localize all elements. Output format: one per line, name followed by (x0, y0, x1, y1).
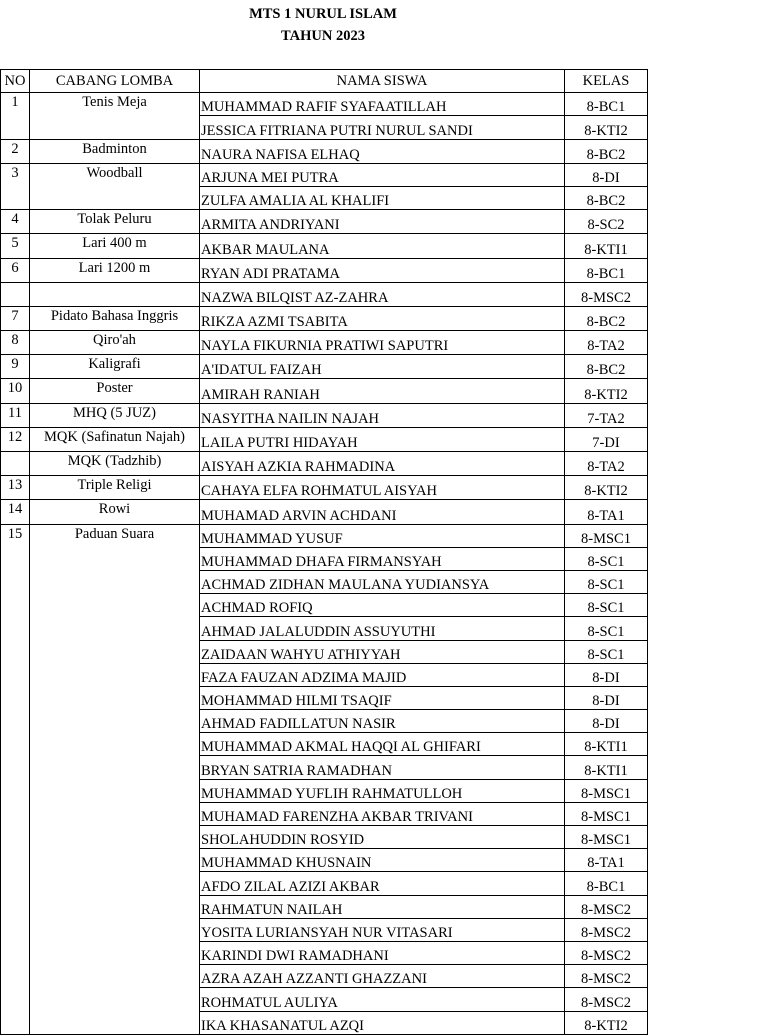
cell-kelas: 8-TA1 (565, 849, 648, 872)
document-title: MTS 1 NURUL ISLAM (249, 6, 397, 22)
cell-nama-siswa: NASYITHA NAILIN NAJAH (200, 403, 565, 427)
cell-nama-siswa: MUHAMMAD DHAFA FIRMANSYAH (200, 547, 565, 570)
cell-cabang-lomba: MQK (Tadzhib) (30, 452, 200, 476)
cell-nama-siswa: RIKZA AZMI TSABITA (200, 306, 565, 330)
cell-nama-siswa: ARJUNA MEI PUTRA (200, 163, 565, 186)
cell-kelas: 8-SC1 (565, 594, 648, 617)
cell-nama-siswa: LAILA PUTRI HIDAYAH (200, 427, 565, 451)
cell-kelas: 8-SC1 (565, 570, 648, 593)
cell-nama-siswa: MUHAMMAD AKMAL HAQQI AL GHIFARI (200, 733, 565, 756)
cell-no: 15 (1, 524, 30, 1034)
cell-nama-siswa: ZAIDAAN WAHYU ATHIYYAH (200, 640, 565, 663)
cell-nama-siswa: NAYLA FIKURNIA PRATIWI SAPUTRI (200, 331, 565, 355)
cell-nama-siswa: RAHMATUN NAILAH (200, 895, 565, 918)
cell-no: 12 (1, 427, 30, 451)
cell-no: 4 (1, 210, 30, 234)
cell-no: 2 (1, 139, 30, 163)
cell-cabang-lomba: Paduan Suara (30, 524, 200, 1034)
cell-kelas: 8-MSC2 (565, 941, 648, 964)
cell-nama-siswa: YOSITA LURIANSYAH NUR VITASARI (200, 918, 565, 941)
table-row (1, 427, 648, 451)
cell-nama-siswa: MUHAMMAD RAFIF SYAFAATILLAH (200, 93, 565, 116)
header-row (1, 70, 648, 93)
cell-cabang-lomba: Qiro'ah (30, 331, 200, 355)
cell-cabang-lomba: Kaligrafi (30, 355, 200, 379)
cell-no: 7 (1, 306, 30, 330)
table-row (1, 355, 648, 379)
cell-kelas: 8-MSC2 (565, 965, 648, 988)
cell-no: 5 (1, 234, 30, 258)
table-row (1, 403, 648, 427)
cell-cabang-lomba: MHQ (5 JUZ) (30, 403, 200, 427)
cell-kelas: 8-KTI1 (565, 733, 648, 756)
header-cabang-lomba: CABANG LOMBA (30, 70, 200, 93)
table-row (1, 258, 648, 282)
table-row (1, 524, 648, 547)
cell-no: 10 (1, 379, 30, 403)
cell-nama-siswa: AZRA AZAH AZZANTI GHAZZANI (200, 965, 565, 988)
cell-kelas: 8-KTI2 (565, 1011, 648, 1034)
cell-kelas: 7-DI (565, 427, 648, 451)
cell-kelas: 8-DI (565, 163, 648, 186)
table-body (1, 93, 648, 1035)
cell-kelas: 8-DI (565, 686, 648, 709)
cell-nama-siswa: ROHMATUL AULIYA (200, 988, 565, 1011)
cell-kelas: 8-KTI1 (565, 234, 648, 258)
cell-nama-siswa: AISYAH AZKIA RAHMADINA (200, 452, 565, 476)
cell-kelas: 8-BC1 (565, 93, 648, 116)
cell-nama-siswa: BRYAN SATRIA RAMADHAN (200, 756, 565, 779)
cell-kelas: 8-SC2 (565, 210, 648, 234)
cell-nama-siswa: ZULFA AMALIA AL KHALIFI (200, 186, 565, 209)
cell-kelas: 8-BC2 (565, 139, 648, 163)
cell-kelas: 8-SC1 (565, 547, 648, 570)
cell-nama-siswa: NAURA NAFISA ELHAQ (200, 139, 565, 163)
cell-kelas: 8-MSC1 (565, 802, 648, 825)
cell-kelas: 8-MSC2 (565, 988, 648, 1011)
cell-cabang-lomba: Triple Religi (30, 476, 200, 500)
cell-nama-siswa: MOHAMMAD HILMI TSAQIF (200, 686, 565, 709)
cell-nama-siswa: AKBAR MAULANA (200, 234, 565, 258)
cell-nama-siswa: A'IDATUL FAIZAH (200, 355, 565, 379)
cell-nama-siswa: ARMITA ANDRIYANI (200, 210, 565, 234)
cell-kelas: 8-SC1 (565, 617, 648, 640)
cell-nama-siswa: MUHAMAD ARVIN ACHDANI (200, 500, 565, 524)
table-row (1, 331, 648, 355)
cell-cabang-lomba: Badminton (30, 139, 200, 163)
table-row (1, 139, 648, 163)
competition-table (0, 69, 648, 1035)
cell-no: 1 (1, 93, 30, 139)
cell-no: 3 (1, 163, 30, 209)
cell-kelas: 8-MSC2 (565, 282, 648, 306)
cell-kelas: 8-TA2 (565, 331, 648, 355)
cell-cabang-lomba: MQK (Safinatun Najah) (30, 427, 200, 451)
cell-cabang-lomba: Rowi (30, 500, 200, 524)
document-subtitle: TAHUN 2023 (281, 28, 365, 44)
cell-cabang-lomba: Pidato Bahasa Inggris (30, 306, 200, 330)
cell-kelas: 8-KTI2 (565, 379, 648, 403)
cell-nama-siswa: MUHAMMAD KHUSNAIN (200, 849, 565, 872)
table-row (1, 163, 648, 186)
table-row (1, 234, 648, 258)
cell-kelas: 8-MSC1 (565, 826, 648, 849)
cell-nama-siswa: SHOLAHUDDIN ROSYID (200, 826, 565, 849)
cell-no: 14 (1, 500, 30, 524)
cell-no (1, 452, 30, 476)
cell-cabang-lomba: Tenis Meja (30, 93, 200, 139)
table-row (1, 93, 648, 116)
cell-kelas: 8-BC1 (565, 872, 648, 895)
cell-nama-siswa: ACHMAD ROFIQ (200, 594, 565, 617)
cell-nama-siswa: CAHAYA ELFA ROHMATUL AISYAH (200, 476, 565, 500)
cell-nama-siswa: AHMAD FADILLATUN NASIR (200, 710, 565, 733)
cell-nama-siswa: MUHAMMAD YUSUF (200, 524, 565, 547)
cell-kelas: 8-SC1 (565, 640, 648, 663)
cell-no (1, 282, 30, 306)
cell-kelas: 8-BC2 (565, 186, 648, 209)
cell-nama-siswa: AFDO ZILAL AZIZI AKBAR (200, 872, 565, 895)
table-row (1, 476, 648, 500)
header-kelas: KELAS (565, 70, 648, 93)
cell-nama-siswa: AHMAD JALALUDDIN ASSUYUTHI (200, 617, 565, 640)
cell-nama-siswa: ACHMAD ZIDHAN MAULANA YUDIANSYA (200, 570, 565, 593)
cell-kelas: 8-DI (565, 663, 648, 686)
cell-kelas: 8-MSC1 (565, 524, 648, 547)
cell-kelas: 8-TA1 (565, 500, 648, 524)
cell-kelas: 8-BC1 (565, 258, 648, 282)
cell-nama-siswa: IKA KHASANATUL AZQI (200, 1011, 565, 1034)
cell-nama-siswa: FAZA FAUZAN ADZIMA MAJID (200, 663, 565, 686)
table-row (1, 452, 648, 476)
cell-kelas: 8-KTI2 (565, 116, 648, 139)
cell-cabang-lomba: Woodball (30, 163, 200, 209)
table-row (1, 210, 648, 234)
cell-kelas: 7-TA2 (565, 403, 648, 427)
table-row (1, 306, 648, 330)
cell-cabang-lomba: Tolak Peluru (30, 210, 200, 234)
cell-nama-siswa: NAZWA BILQIST AZ-ZAHRA (200, 282, 565, 306)
cell-cabang-lomba: Lari 400 m (30, 234, 200, 258)
cell-kelas: 8-BC2 (565, 306, 648, 330)
cell-kelas: 8-TA2 (565, 452, 648, 476)
cell-no: 11 (1, 403, 30, 427)
header-no: NO (1, 70, 30, 93)
cell-no: 9 (1, 355, 30, 379)
cell-nama-siswa: MUHAMAD FARENZHA AKBAR TRIVANI (200, 802, 565, 825)
cell-kelas: 8-KTI2 (565, 476, 648, 500)
cell-nama-siswa: KARINDI DWI RAMADHANI (200, 941, 565, 964)
table-row (1, 500, 648, 524)
cell-kelas: 8-DI (565, 710, 648, 733)
cell-cabang-lomba: Poster (30, 379, 200, 403)
cell-kelas: 8-MSC2 (565, 895, 648, 918)
header-nama-siswa: NAMA SISWA (200, 70, 565, 93)
cell-nama-siswa: MUHAMMAD YUFLIH RAHMATULLOH (200, 779, 565, 802)
cell-kelas: 8-KTI1 (565, 756, 648, 779)
table-row (1, 379, 648, 403)
cell-no: 6 (1, 258, 30, 282)
cell-cabang-lomba (30, 282, 200, 306)
cell-kelas: 8-BC2 (565, 355, 648, 379)
table-row (1, 282, 648, 306)
cell-no: 13 (1, 476, 30, 500)
cell-kelas: 8-MSC2 (565, 918, 648, 941)
cell-nama-siswa: JESSICA FITRIANA PUTRI NURUL SANDI (200, 116, 565, 139)
cell-kelas: 8-MSC1 (565, 779, 648, 802)
cell-nama-siswa: RYAN ADI PRATAMA (200, 258, 565, 282)
cell-nama-siswa: AMIRAH RANIAH (200, 379, 565, 403)
cell-no: 8 (1, 331, 30, 355)
cell-cabang-lomba: Lari 1200 m (30, 258, 200, 282)
